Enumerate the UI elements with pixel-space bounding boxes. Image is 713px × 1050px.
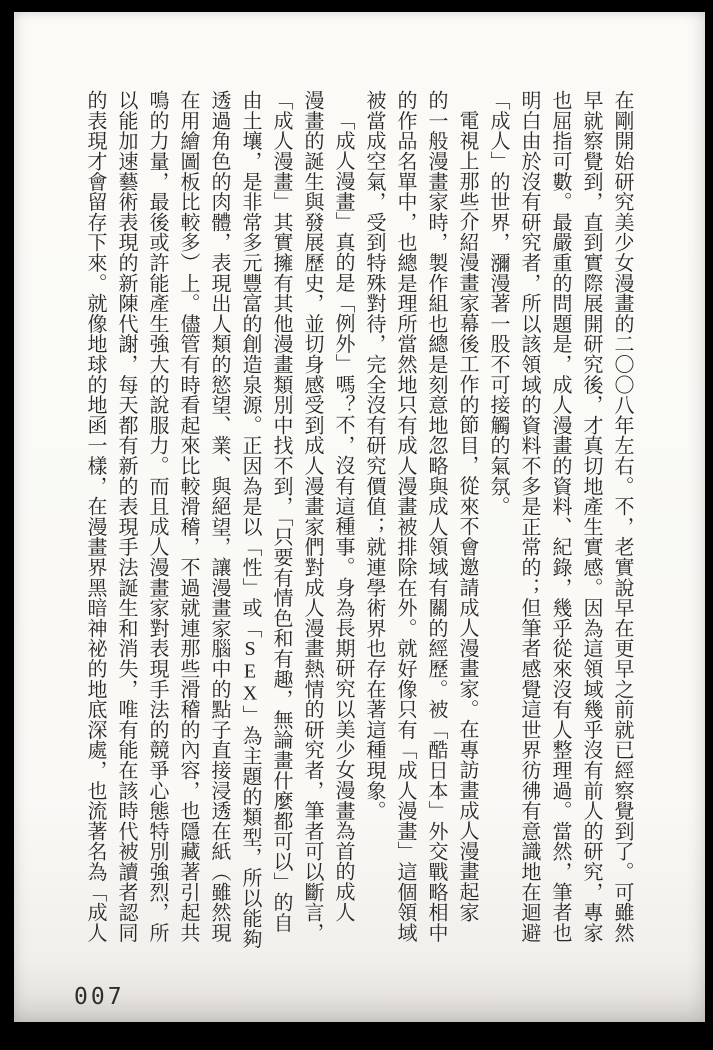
text-column: 也屈指可數。最嚴重的問題是，成人漫畫的資料、紀錄，幾乎從來沒有人整理過。當然，筆者也 — [549, 90, 571, 943]
text-column: 明白由於沒有研究者，所以該領域的資料不多是正常的；但筆者感覺這世界彷彿有意識地在迴避 — [518, 90, 540, 943]
text-column: 「成人漫畫」真的是「例外」嗎？不，沒有這種事。身為長期研究以美少女漫畫為首的成人 — [332, 110, 354, 922]
text-column: 的一般漫畫家時，製作組也總是刻意地忽略與成人領域有關的經歷。被「酷日本」外交戰略相中 — [425, 90, 447, 943]
text-column: 由土壤，是非常多元豐富的創造泉源。正因為是以「性」或「SEX」為主題的類型，所以能夠 — [239, 90, 261, 949]
text-column: 在剛開始研究美少女漫畫的二〇〇八年左右。不，老實說早在更早之前就已經察覺到了。可雖然 — [611, 90, 633, 943]
book-page — [14, 12, 705, 1022]
text-column: 早就察覺到，直到實際展開研究後，才真切地產生實感。因為這領域幾乎沒有前人的研究，專家 — [580, 90, 602, 943]
text-column: 鳴的力量，最後或許能產生強大的說服力。而且成人漫畫家對表現手法的競爭心態特別強烈，所 — [146, 90, 168, 943]
text-column: 被當成空氣，受到特殊對待，完全沒有研究價值；就連學術界也存在著這種現象。 — [363, 90, 385, 821]
text-column: 的表現才會留存下來。就像地球的地函一樣，在漫畫界黑暗神祕的地底深處，也流著名為「成人 — [84, 90, 106, 943]
page-number: 007 — [74, 984, 125, 1010]
text-column: 的作品名單中，也總是理所當然地只有成人漫畫被排除在外。就好像只有「成人漫畫」這個領域 — [394, 90, 416, 943]
text-column: 「成人」的世界，瀰漫著一股不可接觸的氣氛。 — [487, 90, 509, 517]
text-column: 「成人漫畫」其實擁有其他漫畫類別中找不到，「只要有情色和有趣，無論畫什麼都可以」的自 — [270, 90, 292, 933]
text-column: 漫畫的誕生與發展歷史，並切身感受到成人漫畫家們對成人漫畫熱情的研究者，筆者可以斷言， — [301, 90, 323, 943]
vertical-text-block — [79, 90, 637, 949]
text-column: 透過角色的肉體，表現出人類的慾望、業、與絕望，讓漫畫家腦中的點子直接浸透在紙（雖然現 — [208, 90, 230, 943]
text-column: 以能加速藝術表現的新陳代謝，每天都有新的表現手法誕生和消失，唯有能在該時代被讀者認同 — [115, 90, 137, 943]
text-column: 在用繪圖板比較多）上。儘管有時看起來比較滑稽，不過就連那些滑稽的內容，也隱藏著引起共 — [177, 90, 199, 943]
text-column: 電視上那些介紹漫畫家幕後工作的節目，從來不會邀請成人漫畫家。在專訪畫成人漫畫起家 — [456, 110, 478, 922]
